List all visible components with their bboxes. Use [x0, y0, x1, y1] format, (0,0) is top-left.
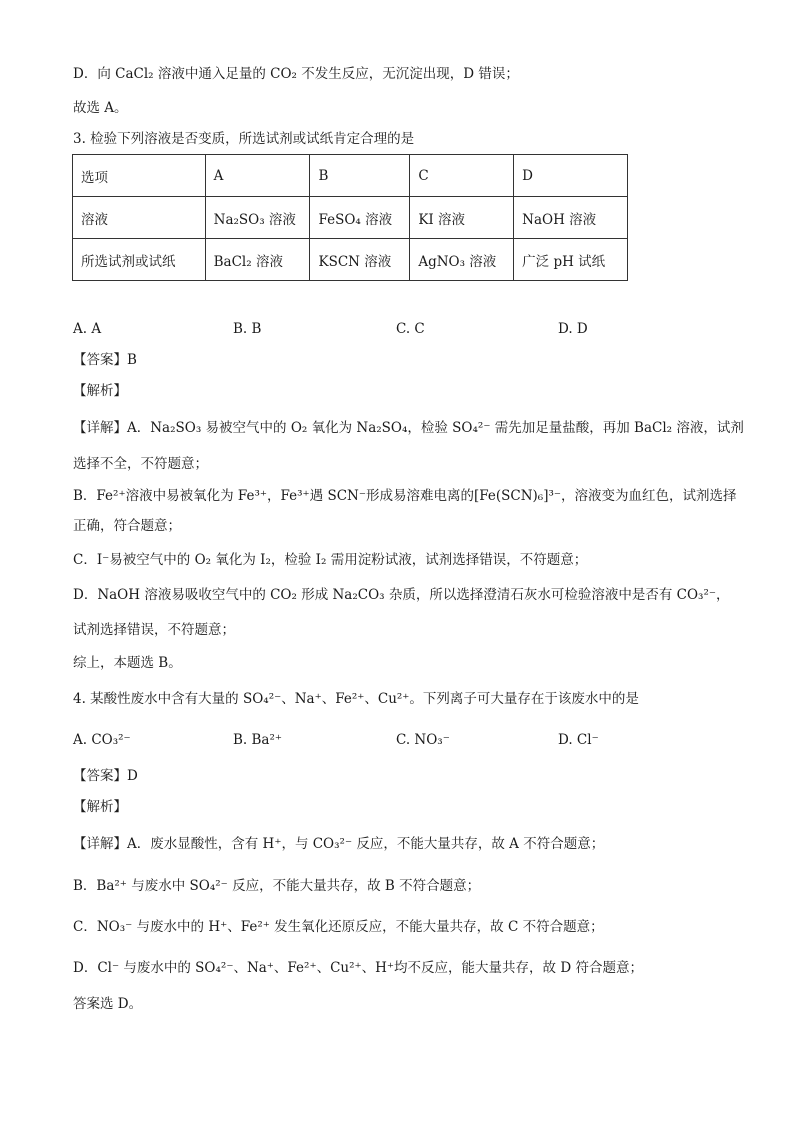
q3-answer: 【答案】B [73, 352, 137, 368]
q3-table [72, 154, 628, 281]
q3-detail-d-2: 试剂选择错误，不符题意； [73, 622, 235, 638]
table-cell: 选项 [73, 155, 206, 197]
table-cell: KSCN 溶液 [310, 239, 410, 281]
q4-option-d: D. Cl⁻ [558, 732, 599, 748]
table-row [73, 239, 628, 281]
q3-title: 3. 检验下列溶液是否变质，所选试剂或试纸肯定合理的是 [73, 131, 415, 147]
table-cell: FeSO₄ 溶液 [310, 197, 410, 239]
q3-option-d: D. D [558, 321, 588, 337]
q3-analysis-heading: 【解析】 [73, 383, 127, 399]
q4-analysis-heading: 【解析】 [73, 799, 127, 815]
q3-detail-b-1: B．Fe²⁺溶液中易被氧化为 Fe³⁺，Fe³⁺遇 SCN⁻形成易溶难电离的[Fe(SCN)₆]³⁻，溶液变为血红色，试剂选择 [73, 488, 737, 504]
table-cell: B [310, 155, 410, 197]
q3-summary: 综上，本题选 B。 [73, 655, 182, 671]
q3-detail-a-2: 选择不全，不符题意； [73, 456, 208, 472]
q4-option-c: C. NO₃⁻ [396, 732, 450, 748]
q4-option-a: A. CO₃²⁻ [73, 732, 131, 748]
table-cell: 溶液 [73, 197, 206, 239]
table-cell: A [205, 155, 310, 197]
q3-detail-a-1: 【详解】A．Na₂SO₃ 易被空气中的 O₂ 氧化为 Na₂SO₄，检验 SO₄²⁻ 需先加足量盐酸，再加 BaCl₂ 溶液，试剂 [73, 420, 744, 436]
q3-detail-b-2: 正确，符合题意； [73, 518, 181, 534]
table-row [73, 197, 628, 239]
q4-summary: 答案选 D。 [73, 996, 143, 1012]
q2-conclusion: 故选 A。 [73, 100, 128, 116]
table-cell: C [410, 155, 514, 197]
table-cell: Na₂SO₃ 溶液 [205, 197, 310, 239]
q3-detail-d-1: D．NaOH 溶液易吸收空气中的 CO₂ 形成 Na₂CO₃ 杂质，所以选择澄清石灰水可检验溶液中是否有 CO₃²⁻， [73, 587, 730, 603]
q3-detail-c: C．I⁻易被空气中的 O₂ 氧化为 I₂，检验 I₂ 需用淀粉试液，试剂选择错误，不符题意； [73, 552, 588, 568]
q3-option-b: B. B [233, 321, 262, 337]
q4-detail-b: B．Ba²⁺ 与废水中 SO₄²⁻ 反应，不能大量共存，故 B 不符合题意； [73, 878, 481, 894]
table-cell: D [514, 155, 628, 197]
q3-option-c: C. C [396, 321, 425, 337]
table-row [73, 155, 628, 197]
table-cell: 广泛 pH 试纸 [514, 239, 628, 281]
table-cell: KI 溶液 [410, 197, 514, 239]
q4-answer: 【答案】D [73, 768, 138, 784]
q4-detail-c: C．NO₃⁻ 与废水中的 H⁺、Fe²⁺ 发生氧化还原反应，不能大量共存，故 C 不符合题意； [73, 919, 604, 935]
q4-detail-a: 【详解】A．废水显酸性，含有 H⁺，与 CO₃²⁻ 反应，不能大量共存，故 A 不符合题意； [73, 836, 605, 852]
table-cell: BaCl₂ 溶液 [205, 239, 310, 281]
table-cell: NaOH 溶液 [514, 197, 628, 239]
table-cell: AgNO₃ 溶液 [410, 239, 514, 281]
q4-option-b: B. Ba²⁺ [233, 732, 283, 748]
q4-detail-d: D．Cl⁻ 与废水中的 SO₄²⁻、Na⁺、Fe²⁺、Cu²⁺、H⁺均不反应，能大量共存，故 D 符合题意； [73, 960, 643, 976]
q4-title: 4. 某酸性废水中含有大量的 SO₄²⁻、Na⁺、Fe²⁺、Cu²⁺。下列离子可大量存在于该废水中的是 [73, 691, 639, 707]
q3-option-a: A. A [73, 321, 102, 337]
table-cell: 所选试剂或试纸 [73, 239, 206, 281]
q2-option-d-explanation: D．向 CaCl₂ 溶液中通入足量的 CO₂ 不发生反应，无沉淀出现，D 错误； [73, 66, 519, 82]
